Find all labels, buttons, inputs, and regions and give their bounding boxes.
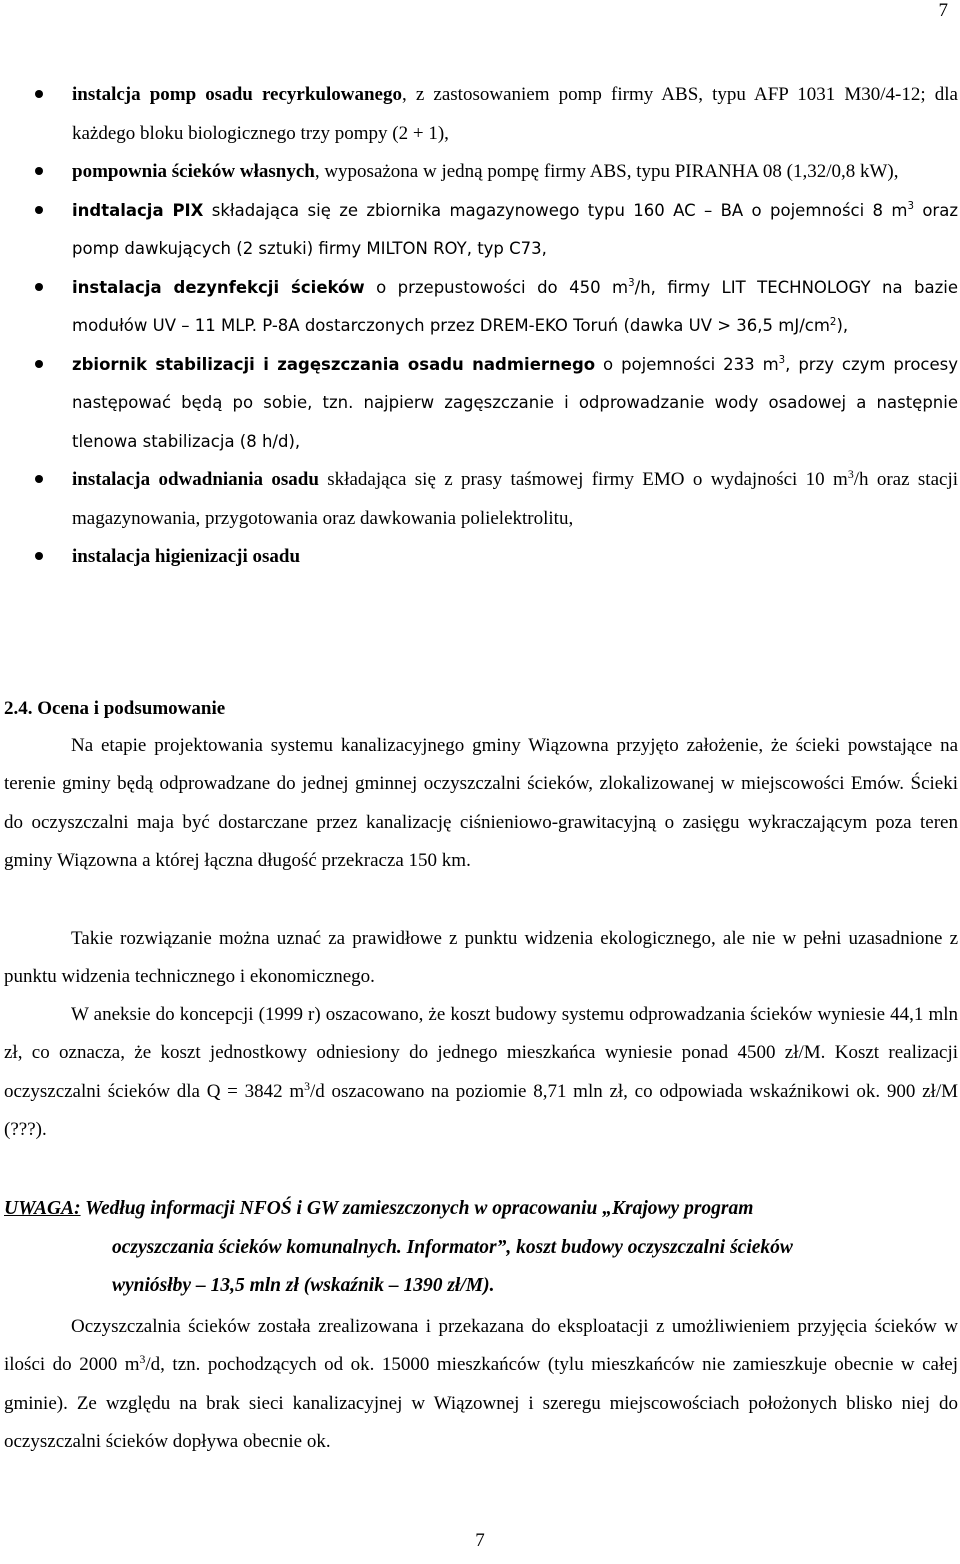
list-item-text: o przepustowości do 450 m xyxy=(364,277,629,297)
list-item xyxy=(0,192,960,269)
list-item-title: instalcja pomp osadu recyrkulowanego xyxy=(72,84,402,105)
equipment-list xyxy=(0,76,960,577)
warning-line xyxy=(4,1190,958,1229)
list-item xyxy=(0,153,960,192)
superscript: 2 xyxy=(829,316,837,328)
list-item-text: , wyposażona w jedną pompę firmy ABS, typu PIRANHA 08 (1,32/0,8 kW), xyxy=(314,161,899,182)
list-item-text: składająca się ze zbiornika magazynowego typu 160 AC – BA o pojemności 8 m xyxy=(203,200,908,220)
list-item-title: pompownia ścieków własnych xyxy=(72,161,315,182)
warning-text: Według informacji NFOŚ i GW zamieszczonych w opracowaniu „Krajowy program xyxy=(80,1198,754,1219)
list-item xyxy=(0,538,960,577)
paragraph-design-assumption: Na etapie projektowania systemu kanalizacyjnego gminy Wiązowna przyjęto założenie, że ścieki powstające na terenie gminy będą odprowadzane do jednej gminnej oczyszczalni ścieków, zlokalizowanej w miejscowości Emów. Ścieki do oczyszczalni maja być dostarczane przez kanalizację ciśnieniowo-grawitacyjną o zasięgu wykraczającym poza teren gminy Wiązowna a której łączna długość przekracza 150 km. xyxy=(4,735,958,872)
list-item-text: /h oraz stacji magazynowania, przygotowania oraz dawkowania polielektrolitu, xyxy=(72,469,958,529)
superscript: 3 xyxy=(139,1353,146,1367)
list-item-text: oraz pomp dawkujących (2 sztuki) firmy MILTON ROY, typ C73, xyxy=(72,200,958,258)
superscript: 3 xyxy=(907,201,914,213)
section-heading: 2.4. Ocena i podsumowanie xyxy=(4,698,226,719)
warning-label: UWAGA: xyxy=(4,1198,81,1219)
paragraph-text: /d oszacowano na poziomie 8,71 mln zł, co odpowiada wskaźnikowi ok. 900 zł/M (???). xyxy=(4,1080,958,1141)
warning-line: wyniósłby – 13,5 mln zł (wskaźnik – 1390 zł/M). xyxy=(112,1275,495,1296)
list-item xyxy=(0,346,960,462)
list-item xyxy=(0,76,960,153)
bullet-icon xyxy=(35,167,43,175)
list-item-title: zbiornik stabilizacji i zagęszczania osadu nadmiernego xyxy=(72,354,596,374)
bullet-icon xyxy=(35,360,43,368)
paragraph-text: /d, tzn. pochodzących od ok. 15000 mieszkańców (tylu mieszkańców nie zamieszkuje obecnie w całej gminie). Ze względu na brak sieci kanalizacyjnej w Wiązownej i szeregu miejscowościach położonych blisko niej do oczyszczalni ścieków dopływa obecnie ok. xyxy=(4,1354,958,1453)
paragraph-cost-estimate xyxy=(4,996,958,1150)
warning-note xyxy=(4,1190,958,1306)
paragraph-text: Oczyszczalnia ścieków została zrealizowana i przekazana do eksploatacji z umożliwieniem przyjęcia ścieków w ilości do 2000 m xyxy=(4,1316,958,1376)
warning-line: oczyszczania ścieków komunalnych. Informator”, koszt budowy oczyszczalni ścieków xyxy=(112,1236,793,1258)
list-item xyxy=(0,461,960,538)
paragraph-capacity xyxy=(4,1308,958,1462)
list-item-text: o pojemności 233 m xyxy=(595,354,779,374)
list-item-title: instalacja odwadniania osadu xyxy=(72,469,319,490)
superscript: 3 xyxy=(847,467,854,481)
list-item-text: , przy czym procesy następować będą po sobie, tzn. najpierw zagęszczanie i odprowadzanie wody osadowej a następnie tlenowa stabilizacja (8 h/d), xyxy=(72,354,958,451)
list-item-title: instalacja higienizacji osadu xyxy=(72,546,301,567)
list-item-text: /h, firmy LIT TECHNOLOGY na bazie modułów UV – 11 MLP. P-8A dostarczonych przez DREM-EKO Toruń (dawka UV > 36,5 mJ/cm xyxy=(72,277,958,335)
list-item-text: składająca się z prasy taśmowej firmy EMO o wydajności 10 m xyxy=(318,469,848,490)
superscript: 3 xyxy=(304,1079,311,1093)
list-item-text: ), xyxy=(836,316,849,335)
paragraph-assessment: Takie rozwiązanie można uznać za prawidłowe z punktu widzenia ekologicznego, ale nie w pełni uzasadnione z punktu widzenia technicznego i ekonomicznego. xyxy=(4,928,958,988)
superscript: 3 xyxy=(778,355,786,367)
list-item xyxy=(0,269,960,346)
bullet-icon xyxy=(35,475,43,483)
page-number-bottom: 7 xyxy=(475,1530,485,1551)
list-item-text: , z zastosowaniem pomp firmy ABS, typu AFP 1031 M30/4-12; dla każdego bloku biologicznego trzy pompy (2 + 1), xyxy=(72,84,958,144)
list-item-title: indtalacja PIX xyxy=(72,200,204,220)
paragraph-text: W aneksie do koncepcji (1999 r) oszacowano, że koszt budowy systemu odprowadzania ścieków wyniesie 44,1 mln zł, co oznacza, że koszt jednostkowy odniesiony do jednego mieszkańca wyniesie ponad 4500 zł/M. Koszt realizacji oczyszczalni ścieków dla Q = 3842 m xyxy=(4,1004,958,1102)
page-number-top: 7 xyxy=(938,0,948,21)
list-item-title: instalacja dezynfekcji ścieków xyxy=(72,277,365,297)
bullet-icon xyxy=(35,90,43,98)
bullet-icon xyxy=(35,206,43,214)
superscript: 3 xyxy=(628,278,635,290)
bullet-icon xyxy=(35,283,43,291)
bullet-icon xyxy=(35,552,43,560)
